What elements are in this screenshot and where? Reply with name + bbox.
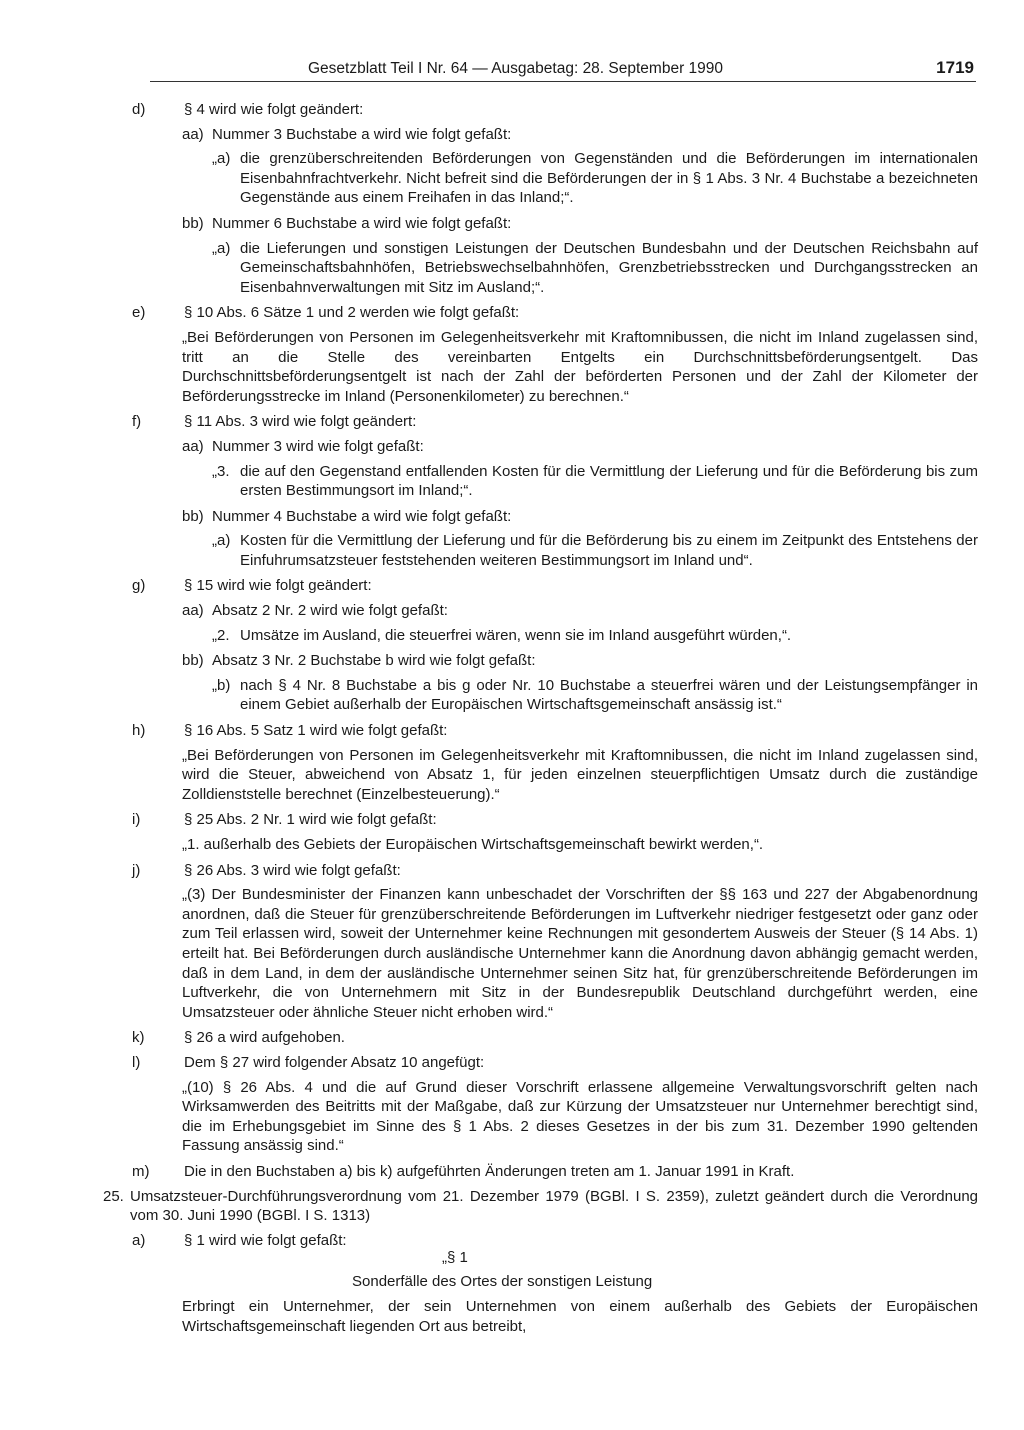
quote-text: die grenzüberschreitenden Beförderungen von Gegenständen und die Beförderungen im internationalen Eisenbahnfrachtverkehr. Nicht befreit sind die Beförderungen der in § 1 Abs. 3 Nr. 4 Buchstabe a bezeichneten Gegenstände aus einem Freihafen in das Inland;“. bbox=[240, 150, 978, 207]
item-text: § 4 wird wie folgt geändert: bbox=[184, 101, 364, 118]
subitem-text: Absatz 3 Nr. 2 Buchstabe b wird wie folgt gefaßt: bbox=[212, 652, 536, 670]
item-label: l) bbox=[132, 1053, 141, 1071]
quote-label: „a) bbox=[212, 532, 231, 550]
quote-text: Kosten für die Vermittlung der Lieferung und für die Beförderung bis zu einem im Zeitpunkt des Entstehens der Einfuhrumsatzsteuer feststehenden weiteren Bestimmungsort im Inland und“. bbox=[240, 532, 978, 569]
subitem-label: aa) bbox=[182, 125, 204, 143]
item-text: § 26 a wird aufgehoben. bbox=[184, 1029, 345, 1047]
item-d bbox=[130, 100, 978, 120]
page-header bbox=[150, 59, 976, 82]
item-g bbox=[130, 576, 978, 596]
subitem-text: Nummer 3 Buchstabe a wird wie folgt gefaßt: bbox=[212, 125, 512, 143]
quoted-text bbox=[212, 239, 978, 298]
subitem-label: bb) bbox=[182, 652, 204, 670]
quote-label: „a) bbox=[212, 239, 231, 257]
item-label: a) bbox=[132, 1231, 146, 1249]
item-label: k) bbox=[132, 1029, 145, 1047]
subitem-d-bb bbox=[182, 214, 978, 234]
quote-text: die Lieferungen und sonstigen Leistungen der Deutschen Bundesbahn und der Deutschen Reichsbahn auf Gemeinschaftsbahnhöfen, Betriebswechselbahnhöfen, Grenzbetriebsstrecken und Durchgangsstrecken an Eisenbahnverwaltungen mit Sitz im Ausland;“. bbox=[240, 239, 978, 296]
item-e bbox=[130, 303, 978, 323]
item-l bbox=[130, 1053, 978, 1073]
item-number: 25. bbox=[103, 1187, 124, 1205]
item-text: § 1 wird wie folgt gefaßt: bbox=[184, 1231, 347, 1249]
item-text: § 15 wird wie folgt geändert: bbox=[184, 577, 372, 595]
subitem-text: Nummer 3 wird wie folgt gefaßt: bbox=[212, 437, 424, 455]
item-k bbox=[130, 1028, 978, 1048]
item-i bbox=[130, 810, 978, 830]
quoted-block: „(3) Der Bundesminister der Finanzen kann unbeschadet der Vorschriften der §§ 163 und 227 der Abgabenordnung anordnen, daß die Steuer für grenzüberschreitende Beförderungen im Luftverkehr niedriger festgesetzt oder ganz oder zum Teil erlassen wird, soweit der Unternehmer keine Rechnungen mit gesondertem Ausweis der Steuer (§ 14 Abs. 1) erteilt hat. Bei Beförderungen durch ausländische Unternehmer kann die Anordnung davon abhängig gemacht werden, daß in dem Land, in dem der ausländische Unternehmer seinen Sitz hat, für grenzüberschreitende Beförderungen im Luftverkehr, die von Unternehmern mit Sitz in der Bundesrepublik Deutschland durchgeführt werden, eine Umsatzsteuer oder ähnliche Steuer nicht erhoben wird.“ bbox=[182, 886, 978, 1021]
quoted-text bbox=[212, 626, 978, 646]
quoted-text bbox=[212, 462, 978, 501]
subitem-label: bb) bbox=[182, 214, 204, 232]
quoted-block: „Bei Beförderungen von Personen im Gelegenheitsverkehr mit Kraftomnibussen, die nicht im Inland zugelassen sind, tritt an die Stelle des vereinbarten Entgelts ein Durchschnittsbeförderungsentgelt. Das Durchschnittsbeförderungsentgelt ist nach der Zahl der beförderten Personen und der Zahl der Kilometer der Beförderungsstrecke im Inland (Personenkilometer) zu berechnen.“ bbox=[182, 328, 978, 405]
quoted-block: „1. außerhalb des Gebiets der Europäischen Wirtschaftsgemeinschaft bewirkt werden,“. bbox=[182, 836, 764, 853]
item-text: § 25 Abs. 2 Nr. 1 wird wie folgt gefaßt: bbox=[184, 811, 437, 829]
item-f bbox=[130, 412, 978, 432]
item-label: m) bbox=[132, 1162, 150, 1180]
subitem-text: Nummer 6 Buchstabe a wird wie folgt gefaßt: bbox=[212, 214, 512, 232]
quoted-text bbox=[212, 531, 978, 570]
quote-text: Umsätze im Ausland, die steuerfrei wären, wenn sie im Inland ausgeführt würden,“. bbox=[240, 626, 792, 644]
item-text: § 16 Abs. 5 Satz 1 wird wie folgt gefaßt: bbox=[184, 722, 448, 740]
page-number: 1719 bbox=[936, 58, 974, 77]
item-text: § 26 Abs. 3 wird wie folgt gefaßt: bbox=[184, 861, 401, 879]
quote-label: „3. bbox=[212, 462, 230, 480]
item-label: i) bbox=[132, 811, 141, 829]
item-25 bbox=[103, 1187, 978, 1226]
item-m bbox=[130, 1162, 978, 1182]
item-text: § 11 Abs. 3 wird wie folgt geändert: bbox=[184, 413, 417, 431]
subitem-g-aa bbox=[182, 601, 978, 621]
item-label: j) bbox=[132, 861, 141, 879]
quote-label: „b) bbox=[212, 676, 231, 694]
subitem-d-aa bbox=[182, 125, 978, 145]
document-body bbox=[103, 100, 978, 1343]
item-text: Umsatzsteuer-Durchführungsverordnung vom 21. Dezember 1979 (BGBl. I S. 2359), zuletzt geändert durch die Verordnung vom 30. Juni 1990 (BGBl. I S. 1313) bbox=[130, 1187, 978, 1225]
item-text: § 10 Abs. 6 Sätze 1 und 2 werden wie folgt gefaßt: bbox=[184, 304, 520, 322]
item-label: g) bbox=[132, 577, 146, 595]
subitem-label: bb) bbox=[182, 507, 204, 525]
item-label: h) bbox=[132, 722, 146, 740]
item-h bbox=[130, 721, 978, 741]
item-text: Die in den Buchstaben a) bis k) aufgeführten Änderungen treten am 1. Januar 1991 in Kraft. bbox=[184, 1162, 795, 1180]
item-label: f) bbox=[132, 413, 142, 431]
subitem-text: Absatz 2 Nr. 2 wird wie folgt gefaßt: bbox=[212, 602, 448, 620]
item-text: Dem § 27 wird folgender Absatz 10 angefügt: bbox=[184, 1053, 485, 1071]
quoted-block: „Bei Beförderungen von Personen im Gelegenheitsverkehr mit Kraftomnibussen, die nicht im Inland zugelassen sind, wird die Steuer, abweichend von Absatz 1, für jeden einzelnen steuerpflichtigen Umsatz durch die zuständige Zolldienststelle berechnet (Einzelbesteuerung).“ bbox=[182, 746, 978, 803]
subitem-f-aa bbox=[182, 437, 978, 457]
section-heading: „§ 1 bbox=[442, 1249, 468, 1267]
quoted-block: „(10) § 26 Abs. 4 und die auf Grund dieser Vorschrift erlassene allgemeine Verwaltungsvorschrift gelten nach Wirksamwerden des Beitritts mit der Maßgabe, daß zur Kürzung der Umsatzsteuer nur Unternehmer berechtigt sind, die im Erhebungsgebiet im Sinne des § 1 Abs. 2 dieses Gesetzes in der bis zum 31. Dezember 1990 geltenden Fassung ansässig sind.“ bbox=[182, 1078, 978, 1155]
quote-label: „a) bbox=[212, 150, 231, 168]
subitem-g-bb bbox=[182, 651, 978, 671]
section-title: Sonderfälle des Ortes der sonstigen Leistung bbox=[352, 1272, 653, 1290]
quoted-text bbox=[212, 149, 978, 208]
quoted-text bbox=[212, 676, 978, 715]
header-title: Gesetzblatt Teil I Nr. 64 — Ausgabetag: 28. September 1990 bbox=[308, 60, 724, 77]
subitem-label: aa) bbox=[182, 437, 204, 455]
subitem-f-bb bbox=[182, 507, 978, 527]
quote-label: „2. bbox=[212, 626, 230, 644]
subitem-label: aa) bbox=[182, 602, 204, 620]
item-label: d) bbox=[132, 101, 146, 118]
item-label: e) bbox=[132, 304, 146, 322]
quoted-block: Erbringt ein Unternehmer, der sein Unternehmen von einem außerhalb des Gebiets der Europäischen Wirtschaftsgemeinschaft liegenden Ort aus betreibt, bbox=[182, 1298, 978, 1336]
item-j bbox=[130, 861, 978, 881]
quote-text: nach § 4 Nr. 8 Buchstabe a bis g oder Nr. 10 Buchstabe a steuerfrei wären und der Leistungsempfänger in einem Gebiet außerhalb der Europäischen Wirtschaftsgemeinschaft ansässig ist.“ bbox=[240, 676, 978, 714]
subitem-text: Nummer 4 Buchstabe a wird wie folgt gefaßt: bbox=[212, 507, 512, 525]
item-25-a bbox=[130, 1231, 978, 1251]
quote-text: die auf den Gegenstand entfallenden Kosten für die Vermittlung der Lieferung und für die Beförderung bis zum ersten Bestimmungsort im Inland;“. bbox=[240, 462, 978, 500]
